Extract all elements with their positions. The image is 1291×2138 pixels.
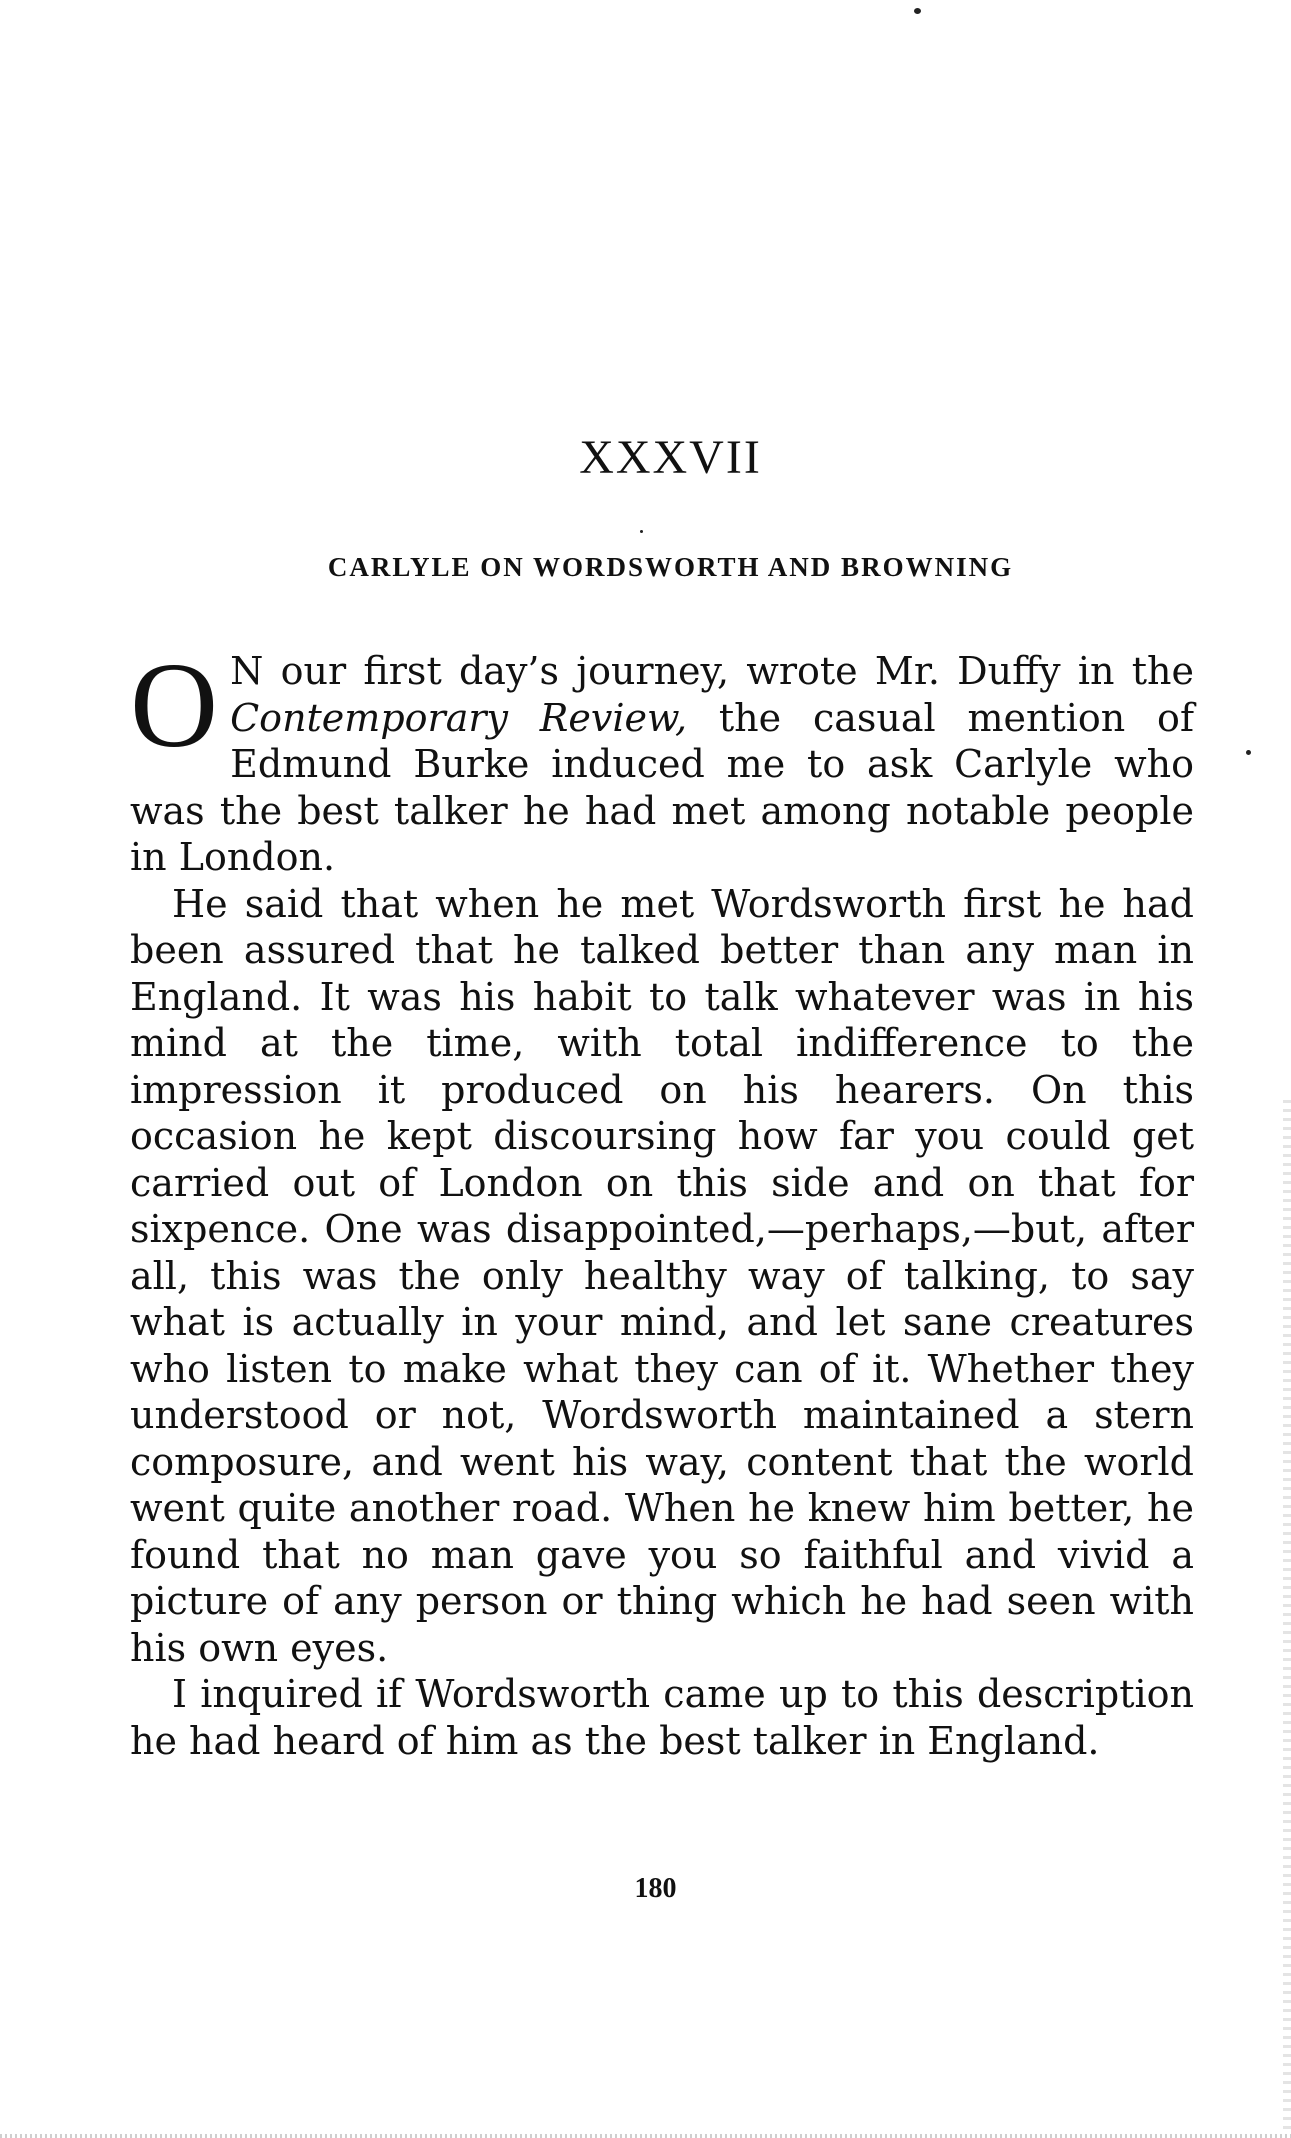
page-number: 180	[634, 1873, 677, 1904]
page-bottom-edge	[0, 2134, 1291, 2138]
body-text	[130, 638, 1195, 1764]
paragraph: I inquired if Wordsworth came up to this description he had heard of him as the best talker in England.	[130, 1672, 1194, 1763]
ink-speck	[640, 530, 643, 533]
page-edge-shadow	[1283, 1100, 1291, 2130]
chapter-title: CARLYLE ON WORDSWORTH AND BROWNING	[327, 552, 1014, 582]
ink-speck	[1246, 750, 1251, 755]
paragraph-text: N our first day’s journey, wrote Mr. Duffy in the	[230, 649, 1194, 693]
paragraph: He said that when he met Wordsworth first he had been assured that he talked better than any man in England. It was his habit to talk whatever was in his mind at the time, with total indifference to the impression it produced on his hearers. On this occasion he kept discoursing how far you could get carried out of London on this side and on that for sixpence. One was disappointed,—perhaps,—but, after all, this was the only healthy way of talking, to say what is actually in your mind, and let sane creatures who listen to make what they can of it. Whether they understood or not, Wordsworth maintained a stern composure, and went his way, content that the world went quite another road. When he knew him better, he found that no man gave you so faithful and vivid a picture of any person or thing which he had seen with his own eyes.	[130, 881, 1194, 1670]
journal-title: Contemporary Review,	[230, 695, 688, 740]
ink-speck	[914, 8, 921, 14]
chapter-number: XXXVII	[579, 431, 762, 484]
paragraph-text: the casual mention of Edmund Burke induced me to ask Carlyle who was the best talker he had met among notable people in London.	[130, 695, 1195, 879]
paragraph	[130, 638, 1195, 881]
drop-cap: O	[130, 638, 219, 773]
